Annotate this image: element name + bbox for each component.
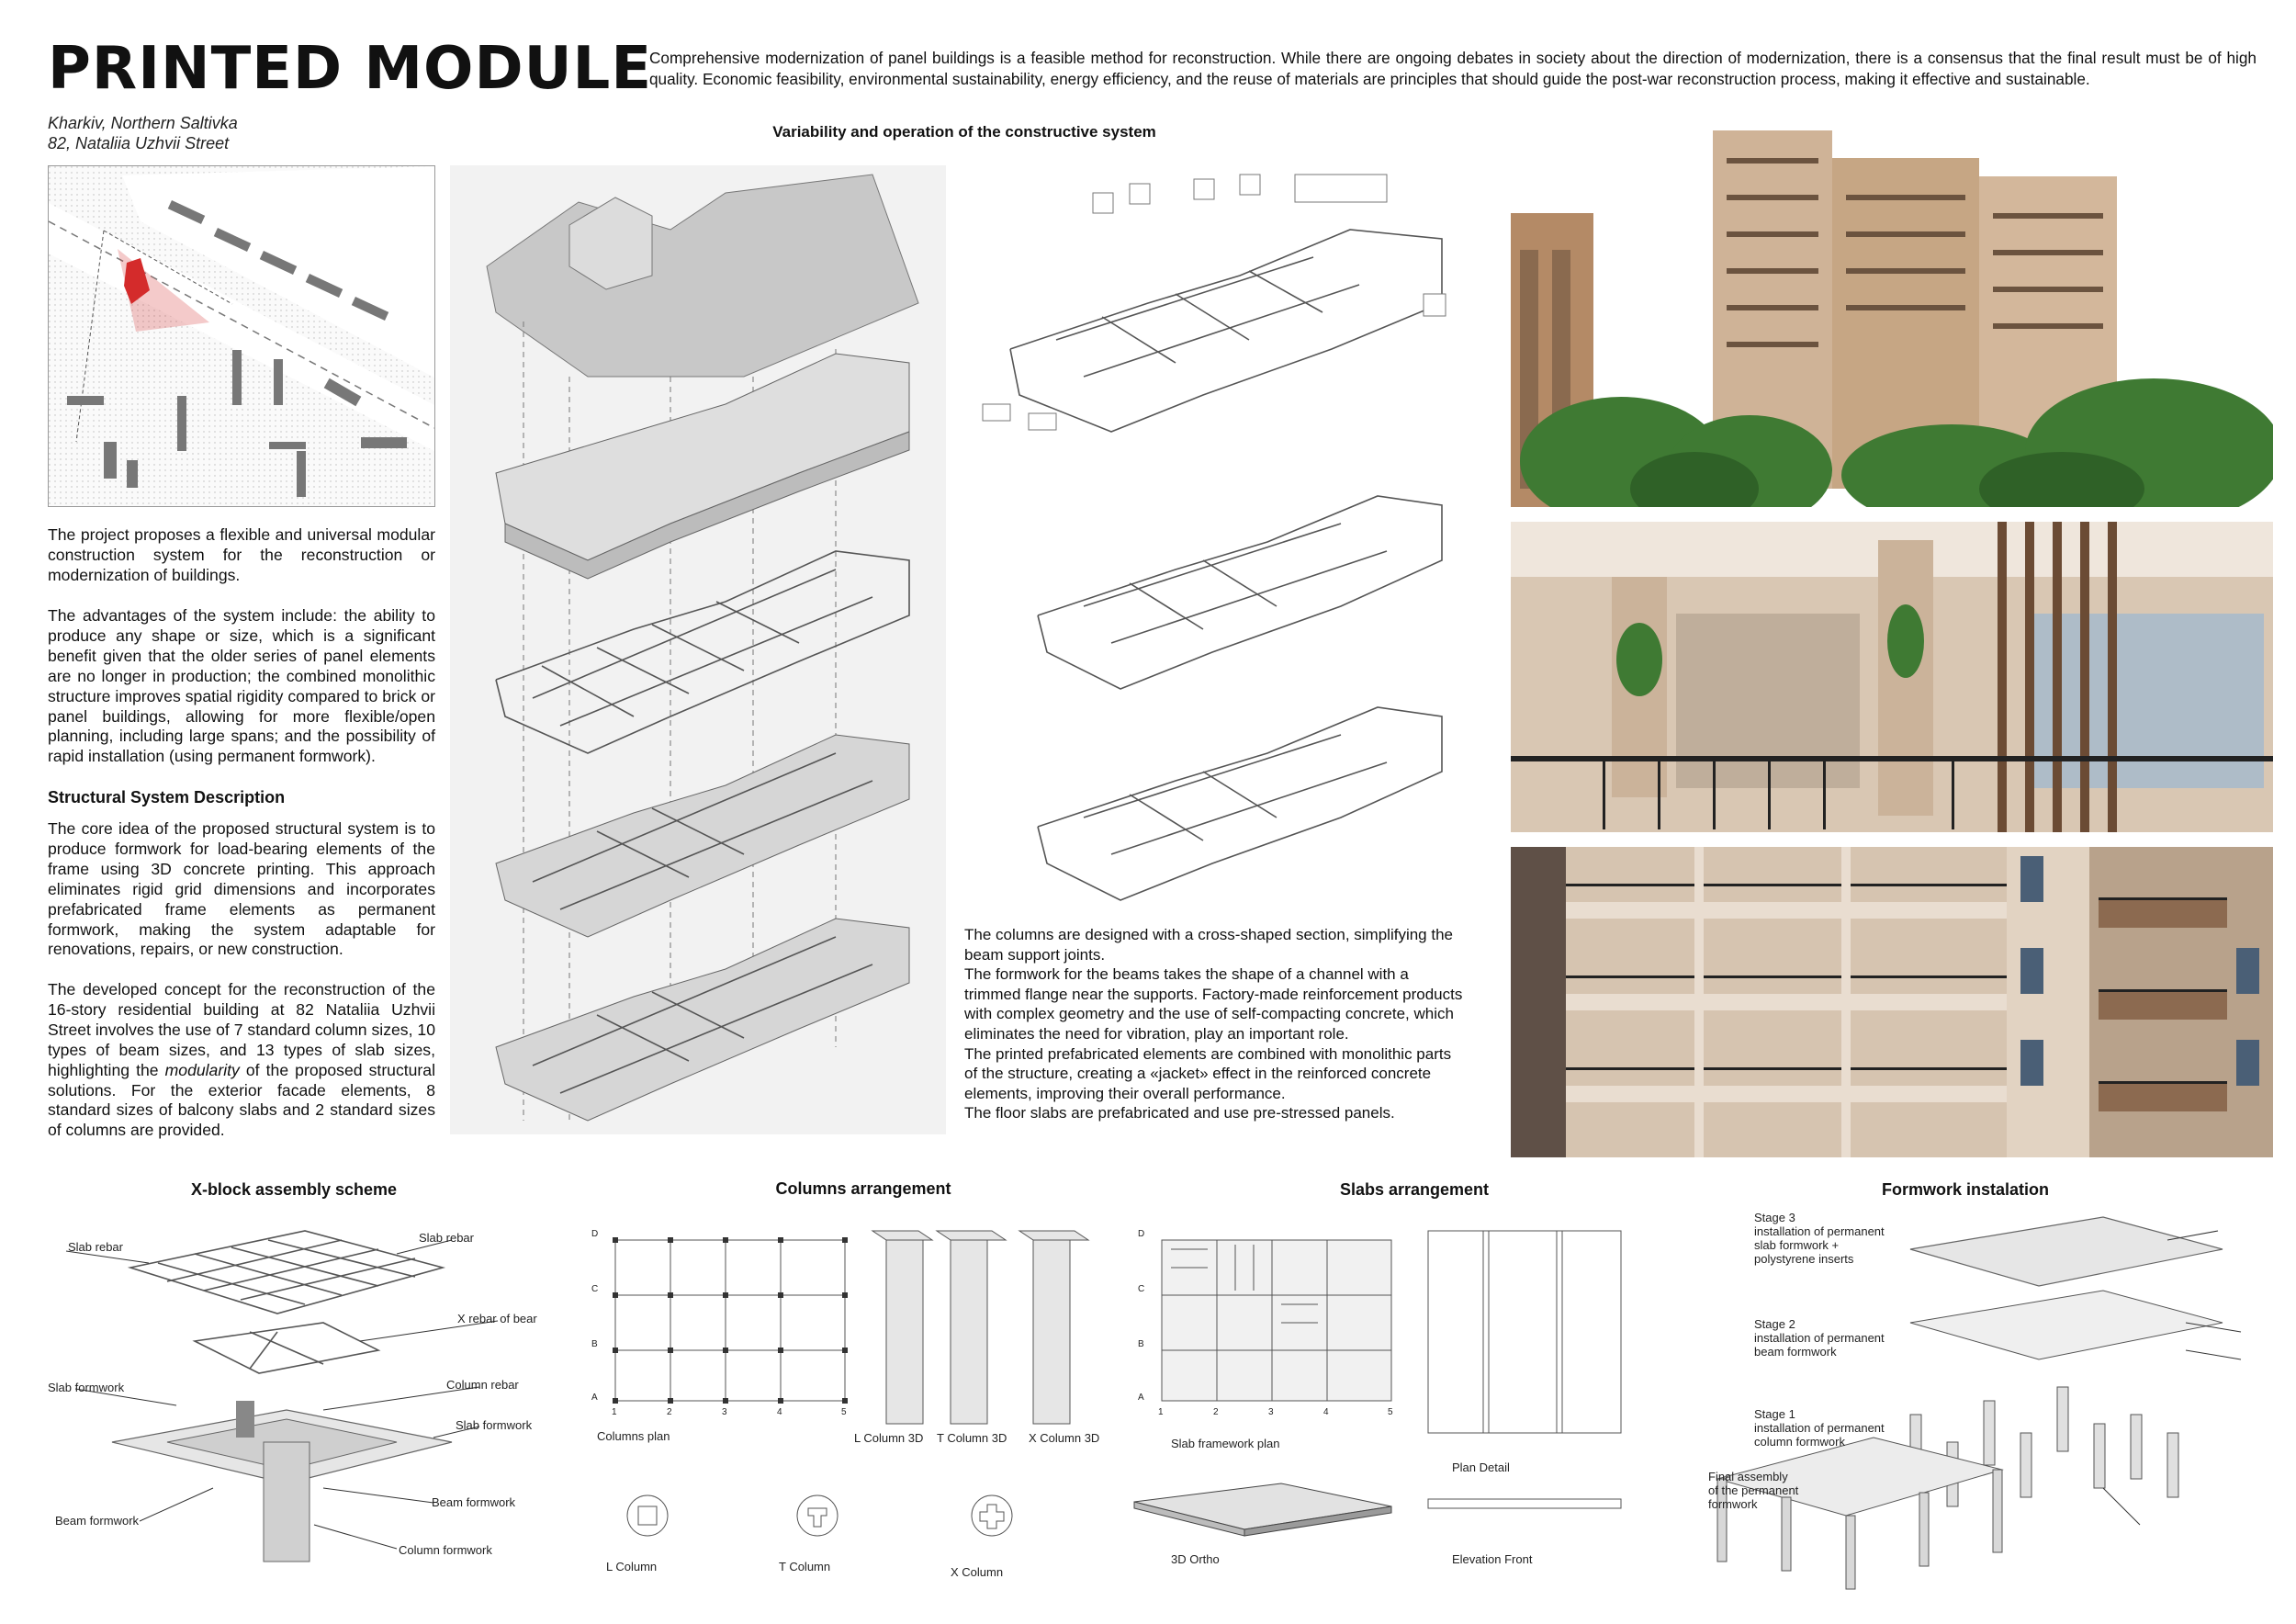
columns-diagram	[579, 1212, 1111, 1589]
label-slab-rebar-2: Slab rebar	[419, 1231, 474, 1245]
slab-plan-label: Slab framework plan	[1171, 1437, 1280, 1450]
label-beam-formwork-2: Beam formwork	[55, 1514, 140, 1528]
label-column-rebar: Column rebar	[446, 1378, 519, 1392]
label-beam-formwork-1: Beam formwork	[432, 1495, 516, 1509]
intro-paragraph: The project proposes a flexible and universal modular construction system for the reconstruction or modernization of buildings.	[48, 525, 435, 584]
col-label-1: 1	[612, 1407, 617, 1417]
stage2-label: Stage 2 installation of permanent beam formwork	[1754, 1317, 1885, 1359]
advantages-paragraph: The advantages of the system include: the ability to produce any shape or size, which is a significant benefit given that the older series of panel elements are no longer in production; the combined monolithic structure improves spatial rigidity compared to brick or panel buildings, allowing for more flexible/open planning, including large spans; and the possibility of rapid installation (using permanent formwork).	[48, 606, 435, 766]
location-street: 82, Nataliia Uzhvii Street	[48, 134, 230, 152]
elevation-label: Elevation Front	[1452, 1552, 1533, 1566]
t-column-label: T Column	[779, 1560, 831, 1573]
row-label-a: A	[591, 1393, 598, 1403]
structural-heading: Structural System Description	[48, 788, 286, 806]
row-label-b: B	[591, 1339, 598, 1349]
slab-col-1: 1	[1158, 1407, 1164, 1417]
slab-col-2: 2	[1213, 1407, 1219, 1417]
frame-axonometrics	[964, 165, 1479, 928]
label-column-formwork: Column formwork	[399, 1543, 492, 1557]
l-column-3d-label: L Column 3D	[854, 1431, 924, 1445]
xblock-title: X-block assembly scheme	[190, 1180, 398, 1199]
col-label-2: 2	[667, 1407, 672, 1417]
formwork-title: Formwork instalation	[1881, 1180, 2050, 1199]
slab-row-a: A	[1138, 1393, 1144, 1403]
x-column-label: X Column	[951, 1565, 1004, 1579]
label-slab-formwork-2: Slab formwork	[456, 1418, 533, 1432]
columns-title: Columns arrangement	[775, 1179, 951, 1198]
location-city: Kharkiv, Northern Saltivka	[48, 114, 238, 132]
render-tower	[1511, 121, 2273, 507]
ortho-label: 3D Ortho	[1171, 1552, 1220, 1566]
intro-text: Comprehensive modernization of panel buildings is a feasible method for reconstruction. While there are ongoing debates in society about the direction of modernization, there is a consensus that the final result must be of high quality. Economic feasibility, environmental sustainability, energy efficiency, and the reuse of materials are principles that should guide the post-war reconstruction process, making it effective and sustainable.	[649, 49, 2257, 88]
col-label-5: 5	[841, 1407, 847, 1417]
render-facade	[1511, 847, 2273, 1157]
col-label-3: 3	[722, 1407, 727, 1417]
render-balcony	[1511, 522, 2273, 832]
x-column-3d-label: X Column 3D	[1029, 1431, 1100, 1445]
xblock-diagram	[48, 1212, 562, 1580]
slab-col-3: 3	[1268, 1407, 1274, 1417]
slabs-title: Slabs arrangement	[1339, 1180, 1490, 1199]
formwork-diagram	[1708, 1203, 2268, 1589]
concept-paragraph: The developed concept for the reconstruction of the 16-story residential building at 82 Nataliia Uzhvii Street involves the use of 7 standard column sizes, 10 types of beam sizes, and 13 types of slab sizes, highlighting the modularity of the proposed structural solutions. For the exterior facade elements, 8 standard sizes of balcony slabs and 2 standard sizes of columns are provided.	[48, 980, 435, 1140]
row-label-c: C	[591, 1284, 599, 1294]
columns-note: The columns are designed with a cross-shaped section, simplifying the beam support joints. The formwork for the beams takes the shape of a channel with a trimmed flange near the supports. Factory-made reinforcement products with complex geometry and the use of self-compacting concrete, which eliminates the need for vibration, play an important role. The printed prefabricated elements are combined with monolithic parts of the structure, creating a «jacket» effect in the reinforced concrete elements, improving their overall performance. The floor slabs are prefabricated and use pre-stressed panels.	[964, 926, 1463, 1122]
final-assembly-label: Final assembly of the permanent formwork	[1708, 1470, 1799, 1511]
variability-title: Variability and operation of the constructive system	[772, 123, 1156, 141]
label-x-rebar: X rebar of bear	[457, 1312, 537, 1325]
label-slab-rebar-1: Slab rebar	[68, 1240, 123, 1254]
slab-col-4: 4	[1323, 1407, 1329, 1417]
label-slab-formwork-1: Slab formwork	[48, 1381, 125, 1394]
structural-paragraph: The core idea of the proposed structural system is to produce formwork for load-bearing elements of the frame using 3D concrete printing. This approach eliminates rigid grid dimensions and incorporates prefabricated frame elements as permanent formwork, making the system adaptable for renovations, repairs, or new construction.	[48, 819, 435, 959]
t-column-3d-label: T Column 3D	[937, 1431, 1007, 1445]
slab-row-d: D	[1138, 1229, 1145, 1239]
slabs-diagram	[1125, 1212, 1649, 1589]
plan-detail-label: Plan Detail	[1452, 1460, 1510, 1474]
page-title: PRINTED MODULE	[48, 35, 653, 103]
slab-col-5: 5	[1388, 1407, 1393, 1417]
slab-row-b: B	[1138, 1339, 1144, 1349]
stage1-label: Stage 1 installation of permanent column formwork	[1754, 1407, 1885, 1449]
stage3-label: Stage 3 installation of permanent slab formwork + polystyrene inserts	[1754, 1211, 1885, 1266]
l-column-label: L Column	[606, 1560, 658, 1573]
col-label-4: 4	[777, 1407, 782, 1417]
exploded-axonometric	[450, 165, 946, 1134]
site-map	[48, 165, 435, 507]
row-label-d: D	[591, 1229, 599, 1239]
slab-row-c: C	[1138, 1284, 1145, 1294]
columns-plan-label: Columns plan	[597, 1429, 670, 1443]
